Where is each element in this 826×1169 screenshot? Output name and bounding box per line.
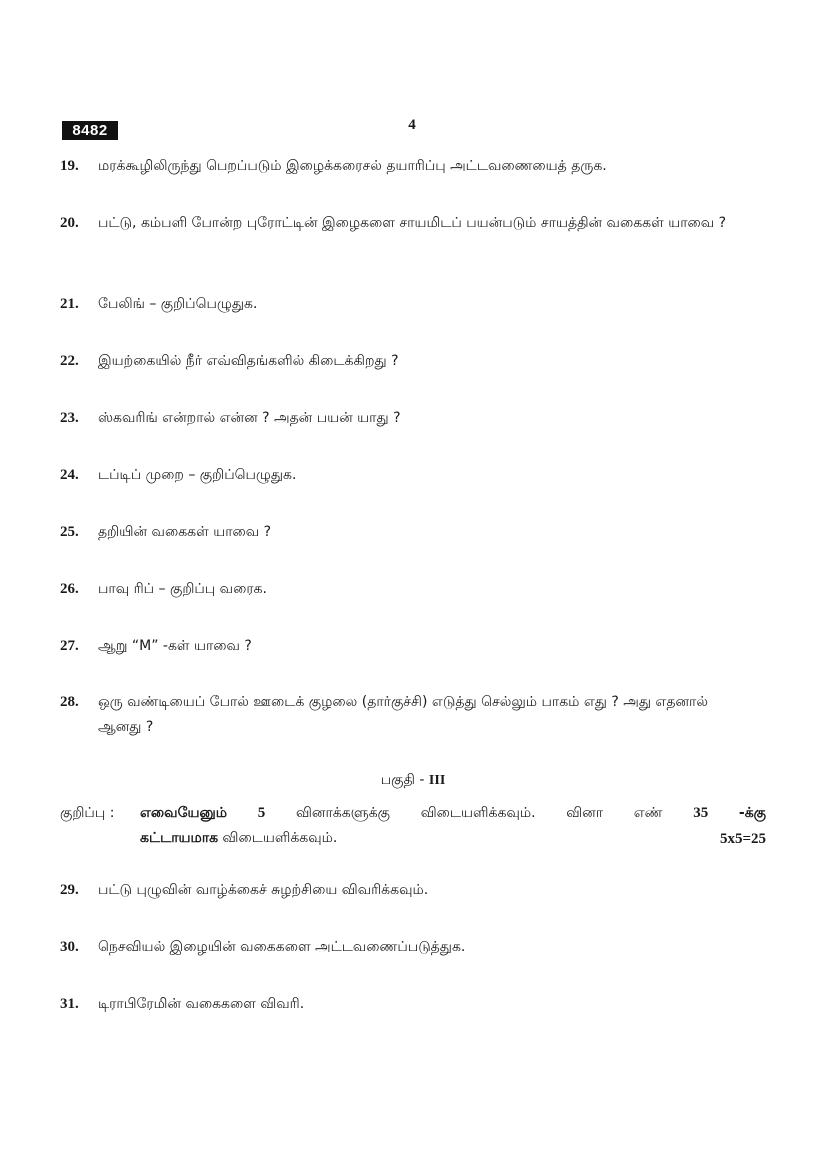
question-text: ஆறு “M” -கள் யாவை ? <box>98 638 252 654</box>
question-text: இயற்கையில் நீர் எவ்விதங்களில் கிடைக்கிறது ? <box>98 353 399 369</box>
question-number: 29. <box>60 882 79 898</box>
question-20 <box>60 211 760 236</box>
note-text-2: விடையளிக்கவும். <box>222 830 338 846</box>
question-number: 21. <box>60 296 79 312</box>
question-number: 23. <box>60 410 79 426</box>
question-21 <box>60 292 760 317</box>
note-text-1: வினாக்களுக்கு விடையளிக்கவும். வினா எண் <box>295 805 663 821</box>
question-number: 22. <box>60 353 79 369</box>
section-roman-numeral: III <box>428 773 446 788</box>
note-line-2 <box>140 826 337 851</box>
question-number: 27. <box>60 638 79 654</box>
question-26 <box>60 577 760 602</box>
question-number: 30. <box>60 939 79 955</box>
note-question-number: 35 <box>693 805 709 821</box>
question-29 <box>60 878 760 903</box>
note-line-1 <box>140 801 766 826</box>
question-27 <box>60 634 760 659</box>
note-suffix: -க்கு <box>738 805 767 821</box>
question-22 <box>60 349 760 374</box>
section-heading <box>0 772 826 790</box>
question-number: 20. <box>60 215 79 231</box>
question-number: 31. <box>60 996 79 1012</box>
question-31 <box>60 992 760 1017</box>
note-label: குறிப்பு : <box>60 805 115 821</box>
question-number: 24. <box>60 467 79 483</box>
paper-code: 8482 <box>62 121 118 140</box>
question-text: ஸ்கவரிங் என்றால் என்ன ? அதன் பயன் யாது ? <box>98 410 401 426</box>
question-text: பட்டு, கம்பளி போன்ற புரோட்டின் இழைகளை சாயமிடப் பயன்படும் சாயத்தின் வகைகள் யாவை ? <box>98 215 727 231</box>
marks-allocation: 5x5=25 <box>719 831 766 847</box>
question-text: நெசவியல் இழையின் வகைகளை அட்டவணைப்படுத்துக. <box>98 939 466 955</box>
note-count: 5 <box>257 805 266 821</box>
question-25 <box>60 520 760 545</box>
question-text: பாவு ரிப் – குறிப்பு வரைக. <box>98 581 267 597</box>
question-text: டிராபிரேமின் வகைகளை விவரி. <box>98 996 305 1012</box>
question-number: 25. <box>60 524 79 540</box>
question-number: 19. <box>60 158 79 174</box>
question-text: தறியின் வகைகள் யாவை ? <box>98 524 272 540</box>
note-emphasis-any: எவையேனும் <box>140 805 228 821</box>
question-text: மரக்கூழிலிருந்து பெறப்படும் இழைக்கரைசல் தயாரிப்பு அட்டவணையைத் தருக. <box>98 158 607 174</box>
question-24 <box>60 463 760 488</box>
question-23 <box>60 406 760 431</box>
note-emphasis-compulsory: கட்டாயமாக <box>140 830 219 846</box>
section-label: பகுதி - <box>380 772 425 788</box>
question-text: ஒரு வண்டியைப் போல் ஊடைக் குழலை (தார்குச்சி) எடுத்து செல்லும் பாகம் எது ? அது எதனால் ஆனது ? <box>98 694 708 735</box>
question-28 <box>60 690 760 740</box>
question-number: 28. <box>60 694 79 710</box>
question-30 <box>60 935 760 960</box>
page-number: 4 <box>408 117 416 133</box>
question-number: 26. <box>60 581 79 597</box>
question-text: பேலிங் – குறிப்பெழுதுக. <box>98 296 258 312</box>
question-text: பட்டு புழுவின் வாழ்க்கைச் சுழற்சியை விவரிக்கவும். <box>98 882 429 898</box>
question-19 <box>60 154 760 179</box>
question-text: டப்டிப் முறை – குறிப்பெழுதுக. <box>98 467 297 483</box>
